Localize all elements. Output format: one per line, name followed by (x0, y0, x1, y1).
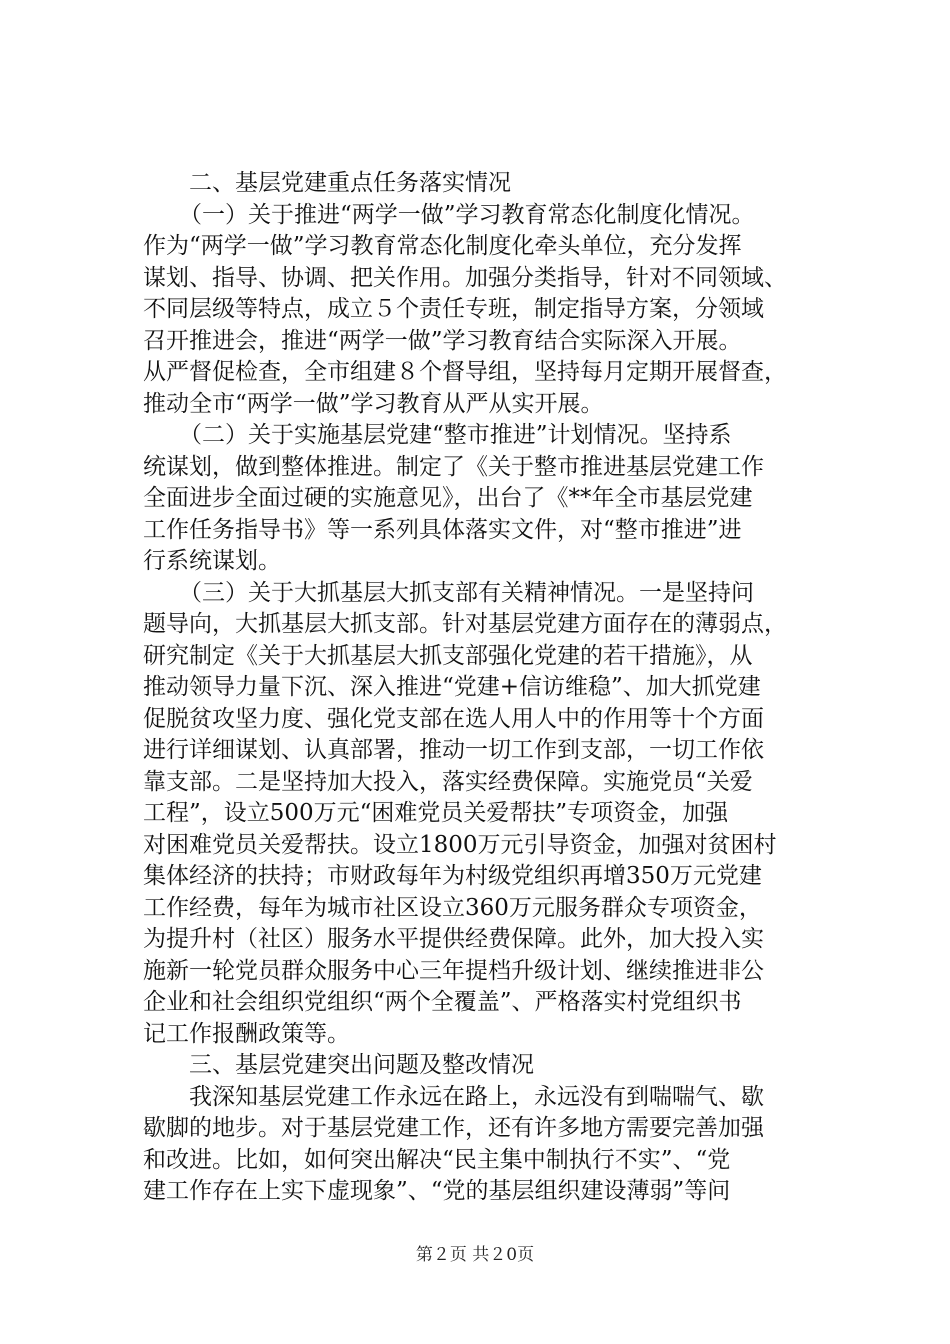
paragraph-line: 工作经费，每年为城市社区设立360万元服务群众专项资金， (143, 894, 762, 921)
paragraph-line: （三）关于大抓基层大抓支部有关精神情况。一是坚持问 (179, 579, 754, 606)
page-number-footer: 第２页 共２0页 (415, 1245, 535, 1265)
paragraph-line: 全面进步全面过硬的实施意见》，出台了《**年全市基层党建 (143, 485, 753, 511)
paragraph-line: 我深知基层党建工作永远在路上，永远没有到喘喘气、歇 (189, 1083, 764, 1110)
paragraph-line: 谋划、指导、协调、把关作用。加强分类指导，针对不同领域、 (143, 264, 787, 291)
paragraph-line: （二）关于实施基层党建“整市推进”计划情况。坚持系 (179, 422, 732, 448)
paragraph-line: 建工作存在上实下虚现象”、“党的基层组织建设薄弱”等问 (143, 1178, 731, 1204)
paragraph-line: 进行详细谋划、认真部署，推动一切工作到支部，一切工作依 (143, 737, 764, 763)
paragraph-line: 促脱贫攻坚力度、强化党支部在选人用人中的作用等十个方面 (143, 705, 764, 732)
paragraph-line: 企业和社会组织党组织“两个全覆盖”、严格落实村党组织书 (143, 989, 742, 1015)
paragraph-line: 靠支部。二是坚持加大投入，落实经费保障。实施党员“关爱 (143, 768, 753, 795)
paragraph-line: 施新一轮党员群众服务中心三年提档升级计划、继续推进非公 (143, 957, 764, 984)
paragraph-line: 为提升村（社区）服务水平提供经费保障。此外，加大投入实 (143, 926, 764, 952)
paragraph-line: 对困难党员关爱帮扶。设立1800万元引导资金，加强对贫困村 (143, 831, 777, 858)
paragraph-line: 集体经济的扶持；市财政每年为村级党组织再增350万元党建 (143, 863, 762, 889)
paragraph-line: 推动全市“两学一做”学习教育从严从实开展。 (143, 390, 604, 417)
paragraph-line: 工程”，设立500万元“困难党员关爱帮扶”专项资金，加强 (143, 800, 729, 826)
paragraph-line: 行系统谋划。 (143, 548, 281, 574)
paragraph-line: 工作任务指导书》等一系列具体落实文件，对“整市推进”进 (143, 516, 742, 543)
section-heading-3: 三、基层党建突出问题及整改情况 (189, 1052, 534, 1078)
paragraph-line: 研究制定《关于大抓基层大抓支部强化党建的若干措施》，从 (143, 642, 753, 669)
document-body (143, 168, 833, 1208)
paragraph-line: 歇脚的地步。对于基层党建工作，还有许多地方需要完善加强 (143, 1115, 764, 1141)
section-heading-2: 二、基层党建重点任务落实情况 (189, 170, 511, 196)
paragraph-line: 不同层级等特点，成立５个责任专班，制定指导方案，分领域 (143, 296, 764, 322)
paragraph-line: 记工作报酬政策等。 (143, 1020, 350, 1047)
paragraph-line: 推动领导力量下沉、深入推进“党建+信访维稳”、加大抓党建 (143, 674, 761, 700)
paragraph-line: 和改进。比如，如何突出解决“民主集中制执行不实”、“党 (143, 1146, 731, 1173)
paragraph-line: 统谋划，做到整体推进。制定了《关于整市推进基层党建工作 (143, 453, 764, 480)
paragraph-line: 题导向，大抓基层大抓支部。针对基层党建方面存在的薄弱点， (143, 611, 787, 637)
paragraph-line: 召开推进会，推进“两学一做”学习教育结合实际深入开展。 (143, 327, 742, 354)
paragraph-line: 从严督促检查，全市组建８个督导组，坚持每月定期开展督查， (143, 359, 787, 385)
paragraph-line: （一）关于推进“两学一做”学习教育常态化制度化情况。 (179, 201, 755, 228)
paragraph-line: 作为“两学一做”学习教育常态化制度化牵头单位，充分发挥 (143, 233, 742, 259)
